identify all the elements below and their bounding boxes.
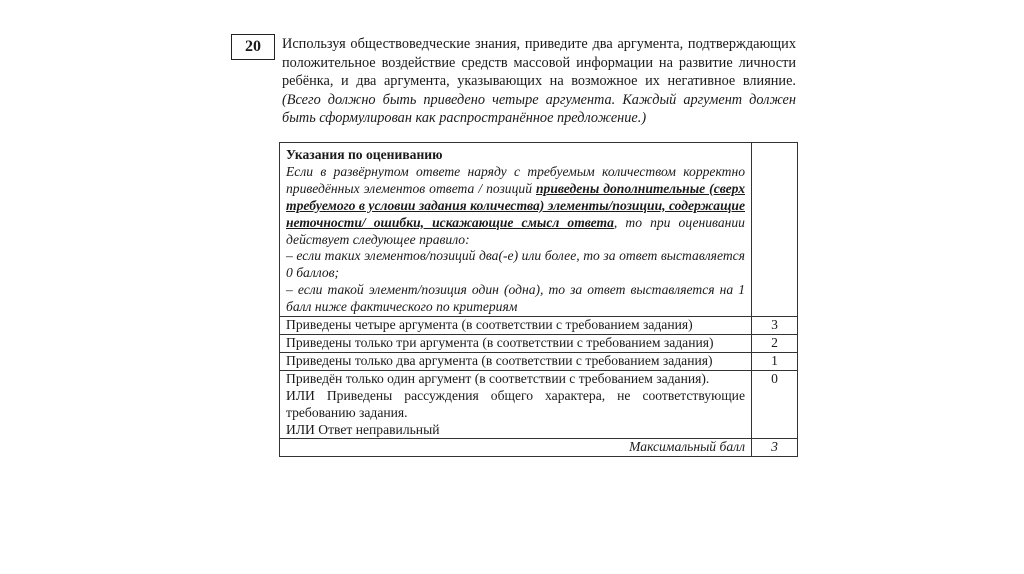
criterion-row [280, 352, 798, 370]
guidelines-body [286, 164, 745, 316]
guidelines-part3: , то при оценивании действует следующее правило: [286, 214, 745, 247]
criterion-score: 0 [752, 370, 798, 439]
guidelines-row [280, 143, 798, 317]
criterion-score: 3 [752, 317, 798, 335]
criterion-description [280, 370, 752, 439]
guidelines-rule-2: – если такой элемент/позиция один (одна), то за ответ выставляется на 1 балл ниже фактического по критериям [286, 282, 745, 315]
guidelines-rule-1: – если таких элементов/позиций два(-е) или более, то за ответ выставляется 0 баллов; [286, 248, 745, 281]
max-score-value: 3 [752, 439, 798, 457]
criterion-line: Приведены только три аргумента (в соответствии с требованием задания) [286, 334, 714, 350]
criterion-description [280, 317, 752, 335]
max-score-label: Максимальный балл [280, 439, 752, 457]
criterion-row [280, 334, 798, 352]
criterion-line: Приведены только два аргумента (в соответствии с требованием задания) [286, 352, 713, 368]
guidelines-cell [280, 143, 752, 317]
criterion-score: 1 [752, 352, 798, 370]
criterion-line: ИЛИ Ответ неправильный [286, 421, 440, 437]
criterion-line: Приведены четыре аргумента (в соответствии с требованием задания) [286, 317, 693, 333]
scoring-table [279, 142, 798, 457]
question-text [282, 35, 796, 128]
question-requirement: (Всего должно быть приведено четыре аргумента. Каждый аргумент должен быть сформулирован как распространённое предложение.) [282, 91, 796, 126]
guidelines-title: Указания по оцениванию [286, 147, 443, 162]
criterion-row [280, 370, 798, 439]
guidelines-score-cell [752, 143, 798, 317]
max-score-row [280, 439, 798, 457]
guidelines-part1: Если в развёрнутом ответе наряду с требуемым количеством корректно приведённых элементов ответа / позиций [286, 163, 745, 196]
criterion-description [280, 352, 752, 370]
criterion-score: 2 [752, 334, 798, 352]
task-number-box: 20 [231, 34, 275, 60]
guidelines-emphasis: приведены дополнительные (сверх требуемого в условии задания количества) элементы/позиции, содержащие неточности/ ошибки, искажающие смысл ответа [286, 180, 745, 230]
criterion-line: Приведён только один аргумент (в соответствии с требованием задания). [286, 370, 710, 386]
criterion-description [280, 334, 752, 352]
criterion-row [280, 317, 798, 335]
question-prompt: Используя обществоведческие знания, приведите два аргумента, подтверждающих положительное воздействие средств массовой информации на развитие личности ребёнка, и два аргумента, указывающих на возможное их негативное влияние. [282, 36, 796, 89]
criterion-line: ИЛИ Приведены рассуждения общего характера, не соответствующие требованию задания. [286, 387, 745, 420]
